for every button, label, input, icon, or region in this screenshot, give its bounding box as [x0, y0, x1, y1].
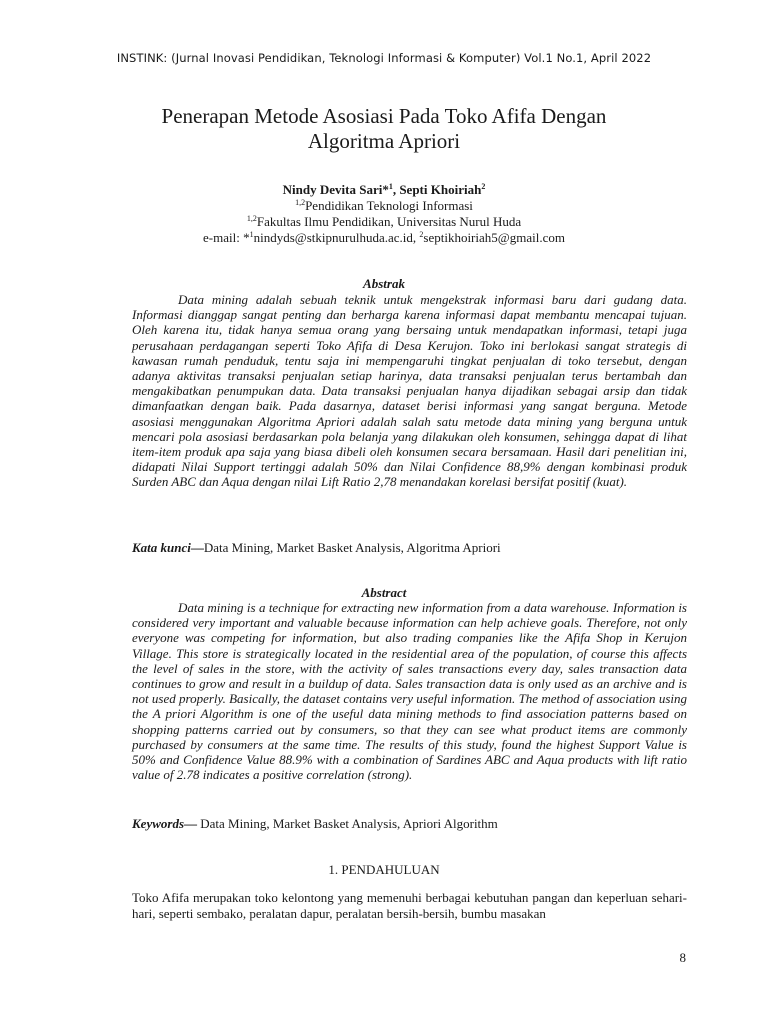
author-2-sup: 2: [481, 182, 486, 191]
abstract-body: Data mining is a technique for extracting new information from a data warehouse. Information is considered very important and valuable because information can help achieve goals. Therefore, not only everyone was competing for information, but also trading companies like the Afifa Shop in Kerujon Village. This store is strategically located in the residential area of the population, of course this affects the level of sales in the store, with the activity of sales transactions every day, sales transaction data continues to grow and result in a buildup of data. Sales transaction data is only used as an archive and is not used properly. Basically, the dataset contains very useful information. The method of association using the A priori Algorithm is one of the useful data mining methods to find association patterns based on shopping patterns carried out by consumers, so that they can see what product items are commonly purchased by consumers at the same time. The results of this study, found the highest Support Value is 50% and Confidence Value 88.9% with a combination of Sardines ABC and Aqua products with lift ratio value of 2.78 indicates a positive correlation (strong).: [132, 600, 687, 783]
journal-header: INSTINK: (Jurnal Inovasi Pendidikan, Teknologi Informasi & Komputer) Vol.1 No.1, April 2022: [116, 51, 652, 65]
section-body-text: Toko Afifa merupakan toko kelontong yang memenuhi berbagai kebutuhan pangan dan keperluan sehari-hari, seperti sembako, peralatan dapur, peralatan bersih-bersih, bumbu masakan: [132, 890, 687, 921]
affiliation-1: [100, 198, 668, 214]
email-prefix: e-mail: *: [203, 230, 250, 245]
email-line: [100, 230, 668, 246]
author-2: Septi Khoiriah: [399, 182, 482, 197]
abstrak-body: Data mining adalah sebuah teknik untuk mengekstrak informasi baru dari gudang data. Informasi dianggap sangat penting dan berharga karena informasi dapat membantu mencapai tujuan. Oleh karena itu, tidak hanya semua orang yang bersaing untuk mendapatkan informasi, tetapi juga perusahaan perdagangan seperti Toko Afifa di Desa Kerujon. Toko ini berlokasi sangat strategis di kawasan rumah penduduk, tentu saja ini mempengaruhi tingkat penjualan di toko tersebut, dengan adanya aktivitas transaksi penjualan setiap harinya, data transaksi penjualan terus bertambah dan mengakibatkan penumpukan data. Data transaksi penjualan hanya dijadikan sebagai arsip dan tidak dimanfaatkan dengan baik. Pada dasarnya, dataset berisi informasi yang sangat berguna. Metode asosiasi menggunakan Algoritma Apriori adalah salah satu metode data mining yang berguna untuk mencari pola asosiasi berdasarkan pola belanja yang dilakukan oleh konsumen, sehingga dapat di lihat item-item produk apa saja yang biasa dibeli oleh konsumen secara bersamaan. Hasil dari penelitian ini, didapati Nilai Support tertinggi adalah 50% dan Nilai Confidence 88,9% dengan kombinasi produk Surden ABC dan Aqua dengan nilai Lift Ratio 2,78 menandakan korelasi bersifat positif (kuat).: [132, 292, 687, 490]
author-separator: ,: [392, 182, 400, 197]
abstract-heading: Abstract: [361, 585, 407, 600]
kata-kunci-text: Data Mining, Market Basket Analysis, Algoritma Apriori: [203, 540, 501, 555]
author-1: Nindy Devita Sari*: [282, 182, 389, 197]
keywords-dash: —: [184, 816, 197, 831]
section-heading: 1. PENDAHULUAN: [328, 862, 440, 877]
kata-kunci-line: [132, 540, 687, 556]
abstrak-heading: Abstrak: [363, 276, 405, 291]
email-1-sup: 1: [249, 230, 254, 239]
kata-kunci-dash: —: [190, 540, 204, 555]
affiliation-1-sup: 1,2: [295, 198, 306, 207]
page-number: 8: [679, 950, 686, 965]
kata-kunci-label: Kata kunci: [132, 540, 191, 555]
affiliation-2: [100, 214, 668, 230]
keywords-line: [132, 816, 687, 832]
email-2: septikhoiriah5@gmail.com: [423, 230, 565, 245]
author-1-sup: 1: [388, 182, 393, 191]
authors-block: [100, 182, 668, 246]
paper-title: Penerapan Metode Asosiasi Pada Toko Afifa Dengan Algoritma Apriori: [161, 104, 607, 153]
affiliation-1-text: Pendidikan Teknologi Informasi: [305, 198, 473, 213]
email-2-sup: 2: [419, 230, 424, 239]
email-1: nindyds@stkipnurulhuda.ac.id,: [253, 230, 420, 245]
author-names: [100, 182, 668, 198]
keywords-label: Keywords: [132, 816, 184, 831]
affiliation-2-text: Fakultas Ilmu Pendidikan, Universitas Nurul Huda: [256, 214, 522, 229]
keywords-text: Data Mining, Market Basket Analysis, Apriori Algorithm: [197, 816, 498, 831]
affiliation-2-sup: 1,2: [246, 214, 257, 223]
